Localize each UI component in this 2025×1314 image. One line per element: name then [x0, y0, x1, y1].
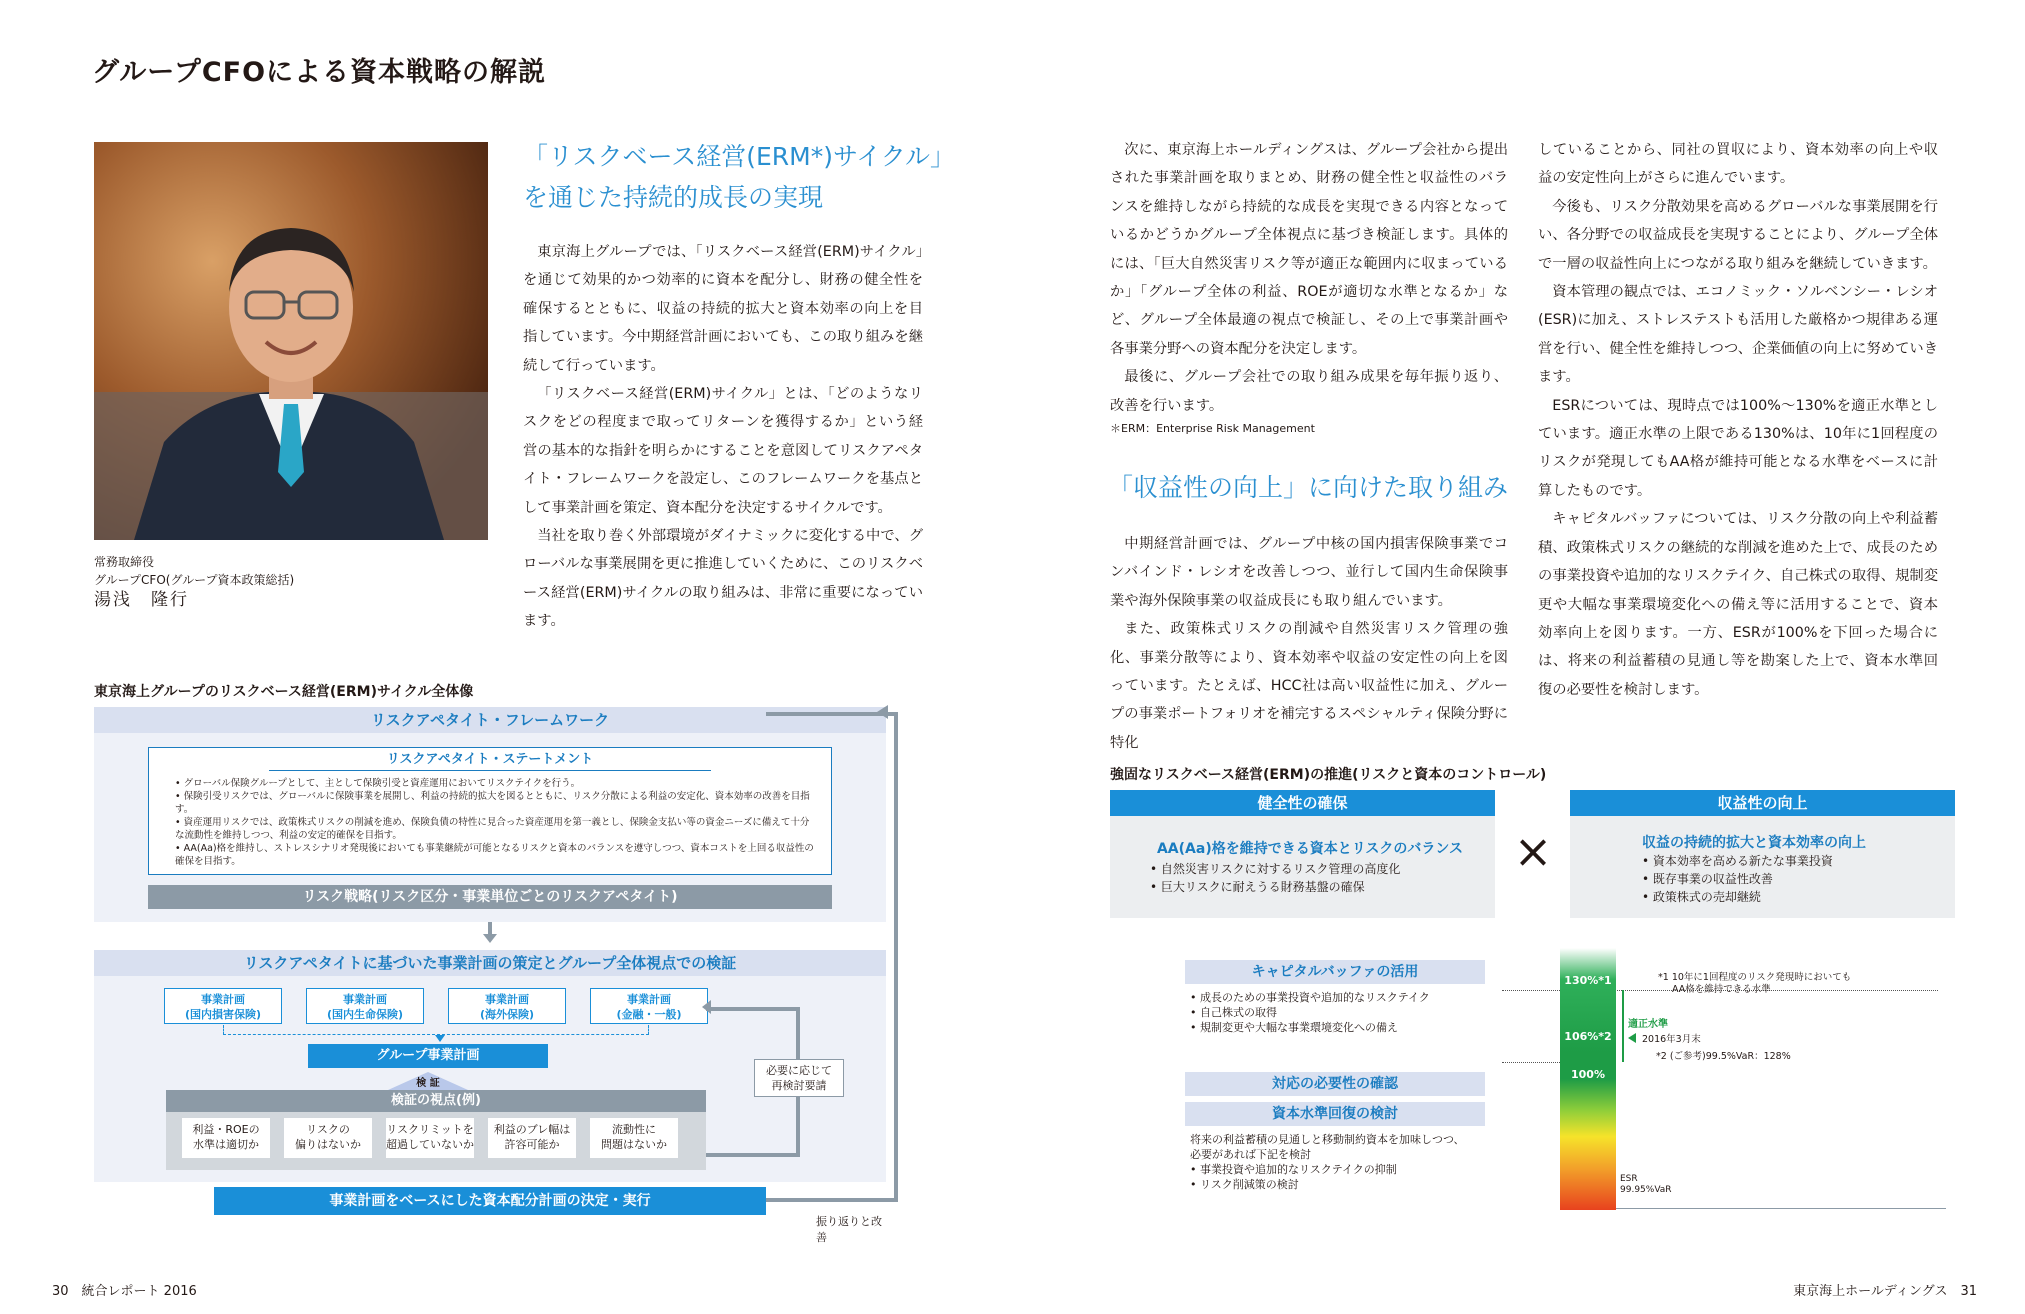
esr-130-label: 130%*1	[1564, 974, 1612, 987]
viewpoint-limit: リスクリミットを 超過していないか	[386, 1118, 474, 1158]
paragraph: 「リスクベース経営(ERM)サイクル」とは、「どのようなリスクをどの程度まで取ってリターンを獲得するか」という経営の基本的な指針を明らかにすることを意図してリスクアペタイト・フレームワークを設定し、このフレームワークを基点として事業計画を策定、資本配分を決定するサイクルです。	[523, 386, 923, 516]
planning-band: リスクアペタイトに基づいた事業計画の策定とグループ全体視点での検証	[94, 950, 886, 976]
plan-box-domestic-life: 事業計画 (国内生命保険)	[306, 988, 424, 1024]
arrow-down-icon	[483, 934, 497, 943]
profitability-item: • 資本効率を高める新たな事業投資	[1642, 854, 1833, 868]
note-130: *1 10年に1回程度のリスク発現時においても AA格を維持できる水準	[1658, 972, 1852, 995]
paragraph: 資本管理の観点では、エコノミック・ソルベンシー・レシオ(ESR)に加え、ストレステストも活用した厳格かつ規律ある運営を行い、健全性を維持しつつ、企業価値の向上に努めていきます。	[1538, 284, 1938, 386]
paragraph: また、政策株式リスクの削減や自然災害リスク管理の強化、事業分散等により、資本効率や収益の安定性の向上を図っています。たとえば、HCC社は高い収益性に加え、グループの事業ポートフォリオを補完するスペシャルティ保険分野に特化	[1110, 621, 1508, 751]
right-body-text-1	[1110, 136, 1508, 420]
buffer-title: キャピタルバッファの活用	[1185, 960, 1485, 984]
current-pointer-icon	[1628, 1033, 1636, 1043]
statement-title: リスクアペタイト・ステートメント	[269, 750, 711, 771]
group-plan-band: グループ事業計画	[308, 1044, 548, 1068]
right-body-text-2	[1110, 530, 1508, 757]
proper-level-label: 適正水準	[1628, 1019, 1668, 1030]
note-106: *2 (ご参考)99.5%VaR：128%	[1656, 1051, 1791, 1062]
esr-106-label: 106%*2	[1564, 1030, 1612, 1043]
erm-promotion-diagram	[1110, 790, 1945, 1210]
buffer-list	[1190, 990, 1430, 1035]
cfo-photo	[94, 142, 488, 540]
profitability-subtitle: 収益の持続的拡大と資本効率の向上	[1642, 835, 1866, 851]
plan-box-overseas: 事業計画 (海外保険)	[448, 988, 566, 1024]
esr-baseline	[1616, 1208, 1946, 1209]
statement-item: • 資産運用リスクでは、政策株式リスクの削減を進め、保険負債の特性に見合った資産運用を第一義とし、保険金支払い等の資金ニーズに備えて十分な流動性を維持しつつ、利益の安定的確保を目指す。	[175, 817, 810, 841]
esr-axis-label: ESR 99.95%VaR	[1620, 1174, 1672, 1195]
buffer-item: • 自己株式の取得	[1190, 1006, 1277, 1019]
footer-left: 30 統合レポート 2016	[52, 1284, 197, 1299]
viewpoint-liquidity: 流動性に 問題はないか	[590, 1118, 678, 1158]
soundness-header: 健全性の確保	[1110, 790, 1495, 816]
paragraph: 中期経営計画では、グループ中核の国内損害保険事業でコンバインド・レシオを改善しつつ、並行して国内生命保険事業や海外保険事業の収益成長にも取り組んでいます。	[1110, 536, 1508, 609]
paragraph: 東京海上グループでは、「リスクベース経営(ERM)サイクル」を通じて効果的かつ効率的に資本を配分し、財務の健全性を確保するとともに、収益の持続的拡大と資本効率の向上を目指しています。今中期経営計画においても、この取り組みを継続して行っています。	[523, 244, 923, 374]
check-title: 対応の必要性の確認	[1185, 1072, 1485, 1096]
headline-profitability: 「収益性の向上」に向けた取り組み	[1108, 473, 1509, 502]
statement-item: • AA(Aa)格を維持し、ストレスシナリオ発現後においても事業継続が可能となるリスクと資本のバランスを遵守しつつ、資本コストを上回る収益性の確保を目指す。	[175, 843, 814, 867]
erm-promotion-title: 強固なリスクベース経営(ERM)の推進(リスクと資本のコントロール)	[1110, 767, 1547, 783]
caption-role-detail: グループCFO(グループ資本政策総括)	[94, 573, 295, 587]
headline-line: を通じた持続的成長の実現	[523, 183, 824, 212]
portrait-illustration	[94, 142, 488, 540]
buffer-item: • 成長のための事業投資や追加的なリスクテイク	[1190, 991, 1430, 1004]
soundness-list	[1150, 860, 1400, 896]
page-title: グループCFOによる資本戦略の解説	[92, 57, 547, 88]
left-body-text	[523, 238, 923, 636]
statement-item: • 保険引受リスクでは、グローバルに保険事業を展開し、利益の持続的拡大を図るとともに、リスク分散による利益の安定化、資本効率の改善を目指す。	[175, 791, 810, 815]
viewpoint-volatility: 利益のブレ幅は 許容可能か	[488, 1118, 576, 1158]
erm-cycle-diagram	[94, 707, 884, 1244]
paragraph: 次に、東京海上ホールディングスは、グループ会社から提出された事業計画を取りまとめ、財務の健全性と収益性のバランスを維持しながら持続的な成長を実現できる内容となっているかどうかグループ全体視点に基づき検証します。具体的には、「巨大自然災害リスク等が適正な範囲内に収まっているか」「グループ全体の利益、ROEが適切な水準となるか」など、グループ全体最適の視点で検証し、その上で事業計画や各事業分野への資本配分を決定します。	[1110, 142, 1508, 357]
verify-label: 検 証	[416, 1078, 440, 1089]
paragraph: キャピタルバッファについては、リスク分散の向上や利益蓄積、政策株式リスクの継続的な削減を進めた上で、成長のための事業投資や追加的なリスクテイク、自己株式の取得、規制変更や大幅な事業環境変化への備え等に活用することで、資本効率向上を図ります。一方、ESRが100%を下回った場合には、将来の利益蓄積の見通し等を勘案した上で、資本水準回復の必要性を検討します。	[1538, 511, 1938, 698]
recover-text: 将来の利益蓄積の見通しと移動制約資本を加味しつつ、 必要があれば下記を検討 • 事業投資や追加的なリスクテイクの抑制 • リスク削減策の検討	[1190, 1133, 1465, 1191]
photo-caption	[94, 553, 294, 609]
soundness-item: • 自然災害リスクに対するリスク管理の高度化	[1150, 862, 1401, 876]
profitability-item: • 既存事業の収益性改善	[1642, 872, 1773, 886]
caption-name: 湯浅 隆行	[94, 590, 189, 610]
caption-role: 常務取締役	[94, 555, 155, 569]
paragraph-continued: していることから、同社の買収により、資本効率の向上や収益の安定性向上がさらに進んでいます。	[1538, 142, 1938, 187]
paragraph: 当社を取り巻く外部環境がダイナミックに変化する中で、グローバルな事業展開を更に推進していくために、このリスクベース経営(ERM)サイクルの取り組みは、非常に重要になっています。	[523, 528, 923, 630]
soundness-item: • 巨大リスクに耐えうる財務基盤の確保	[1150, 880, 1365, 894]
review-arrow-icon	[877, 705, 888, 719]
statement-item: • グローバル保険グループとして、主として保険引受と資産運用においてリスクテイクを行う。	[175, 778, 581, 789]
esr-100-label: 100%	[1571, 1068, 1605, 1081]
recover-title: 資本水準回復の検討	[1185, 1102, 1485, 1126]
risk-strategy-band: リスク戦略(リスク区分・事業単位ごとのリスクアペタイト)	[148, 885, 832, 909]
review-loop-line	[766, 712, 898, 1202]
date-label: 2016年3月末	[1642, 1034, 1701, 1045]
paragraph: ESRについては、現時点では100%～130%を適正水準としています。適正水準の上限である130%は、10年に1回程度のリスクが発現してもAA格が維持可能となる水準をベースに計算したものです。	[1538, 397, 1938, 499]
right-body-text-3	[1538, 136, 1938, 704]
paragraph: 最後に、グループ会社での取り組み成果を毎年振り返り、改善を行います。	[1110, 369, 1508, 414]
profitability-header: 収益性の向上	[1570, 790, 1955, 816]
viewpoint-concentration: リスクの 偏りはないか	[284, 1118, 372, 1158]
profitability-list	[1642, 852, 1833, 906]
proper-range-line	[1622, 990, 1624, 1062]
viewpoint-roe: 利益・ROEの 水準は適切か	[182, 1118, 270, 1158]
review-label: 振り返りと改善	[816, 1215, 882, 1244]
plan-box-financial: 事業計画 (金融・一般)	[590, 988, 708, 1024]
plan-arrow-icon	[435, 1035, 445, 1042]
headline-line: 「リスクベース経営(ERM*)サイクル」	[523, 142, 955, 171]
recheck-arrow-icon	[702, 1000, 711, 1014]
plan-box-domestic-nonlife: 事業計画 (国内損害保険)	[164, 988, 282, 1024]
decision-band: 事業計画をベースにした資本配分計画の決定・実行	[214, 1187, 766, 1215]
framework-band: リスクアペタイト・フレームワーク	[94, 707, 886, 733]
statement-box	[148, 747, 832, 875]
buffer-item: • 規制変更や大幅な事業環境変化への備え	[1190, 1021, 1398, 1034]
statement-list	[149, 771, 831, 868]
viewpoint-band: 検証の視点(例)	[166, 1090, 706, 1112]
erm-diagram-title: 東京海上グループのリスクベース経営(ERM)サイクル全体像	[94, 684, 474, 700]
erm-footnote: ＊ERM：Enterprise Risk Management	[1110, 422, 1315, 435]
headline-erm-cycle	[523, 136, 955, 218]
plan-connector	[223, 1025, 649, 1035]
paragraph: 今後も、リスク分散効果を高めるグローバルな事業展開を行い、各分野での収益成長を実現することにより、グループ全体で一層の収益性向上につながる取り組みを継続していきます。	[1538, 198, 1938, 272]
profitability-item: • 政策株式の売却継続	[1642, 890, 1761, 904]
soundness-subtitle: AA(Aa)格を維持できる資本とリスクのバランス	[1156, 841, 1464, 857]
recheck-box: 必要に応じて 再検討要請	[754, 1059, 844, 1097]
cross-icon: ×	[1513, 824, 1553, 878]
footer-right: 東京海上ホールディングス 31	[1793, 1284, 1977, 1299]
